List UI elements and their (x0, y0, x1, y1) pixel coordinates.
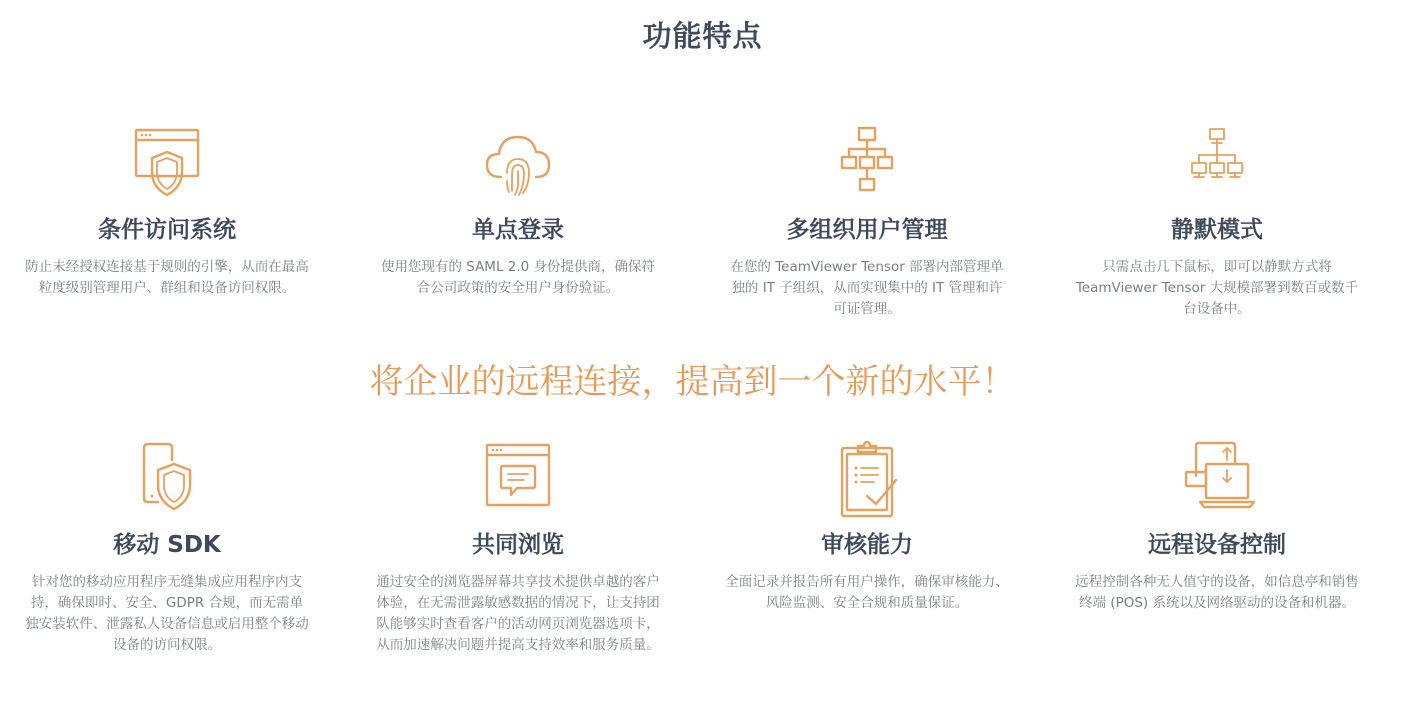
feature-description: 防止未经授权连接基于规则的引擎，从而在最高粒度级别管理用户、群组和设备访问权限。 (25, 259, 309, 296)
feature-title: 单点登录 (472, 217, 564, 243)
feature-conditional-access (17, 125, 317, 299)
remote-devices-icon (1172, 440, 1262, 520)
cloud-fingerprint-icon (473, 125, 563, 205)
feature-title: 远程设备控制 (1148, 532, 1286, 558)
feature-description: 全面记录并报告所有用户操作，确保审核能力、风险监测、安全合规和质量保证。 (725, 574, 1009, 611)
clipboard-check-icon (822, 440, 912, 520)
feature-mobile-sdk (17, 440, 317, 656)
feature-multi-org-user-management (717, 125, 1017, 320)
feature-description: 使用您现有的 SAML 2.0 身份提供商，确保符合公司政策的安全用户身份验证。 (380, 259, 656, 296)
network-computers-icon (1172, 125, 1262, 205)
feature-co-browsing (368, 440, 668, 656)
feature-title: 条件访问系统 (98, 217, 236, 243)
feature-description: 针对您的移动应用程序无缝集成应用程序内支持，确保即时、安全、GDPR 合规，而无需单独安装软件、泄露私人设备信息或启用整个移动设备的访问权限。 (25, 574, 309, 653)
feature-title: 审核能力 (821, 532, 913, 558)
feature-description: 远程控制各种无人值守的设备，如信息亭和销售终端 (POS) 系统以及网络驱动的设备和机器。 (1075, 574, 1359, 611)
feature-audit-capability (717, 440, 1017, 614)
feature-silent-mode (1067, 125, 1367, 320)
page-title: 功能特点 (642, 19, 763, 53)
window-shield-icon (122, 125, 212, 205)
feature-remote-device-control (1067, 440, 1367, 614)
feature-description: 只需点击几下鼠标，即可以静默方式将 TeamViewer Tensor 大规模部署到数百或数千台设备中。 (1075, 259, 1359, 317)
feature-description: 通过安全的浏览器屏幕共享技术提供卓越的客户体验，在无需泄露敏感数据的情况下，让支持团队能够实时查看客户的活动网页浏览器选项卡，从而加速解决问题并提高支持效率和服务质量。 (376, 574, 660, 653)
feature-single-sign-on (368, 125, 668, 299)
browser-chat-icon (473, 440, 563, 520)
feature-title: 共同浏览 (472, 532, 564, 558)
feature-title: 静默模式 (1171, 217, 1263, 243)
slogan: 将企业的远程连接，提高到一个新的水平！ (369, 362, 1016, 402)
feature-title: 多组织用户管理 (786, 217, 948, 243)
org-chart-icon (822, 125, 912, 205)
feature-title: 移动 SDK (113, 532, 221, 558)
feature-description: 在您的 TeamViewer Tensor 部署内部管理单独的 IT 子组织，从而实现集中的 IT 管理和许可证管理。 (730, 259, 1004, 317)
mobile-shield-icon (122, 440, 212, 520)
